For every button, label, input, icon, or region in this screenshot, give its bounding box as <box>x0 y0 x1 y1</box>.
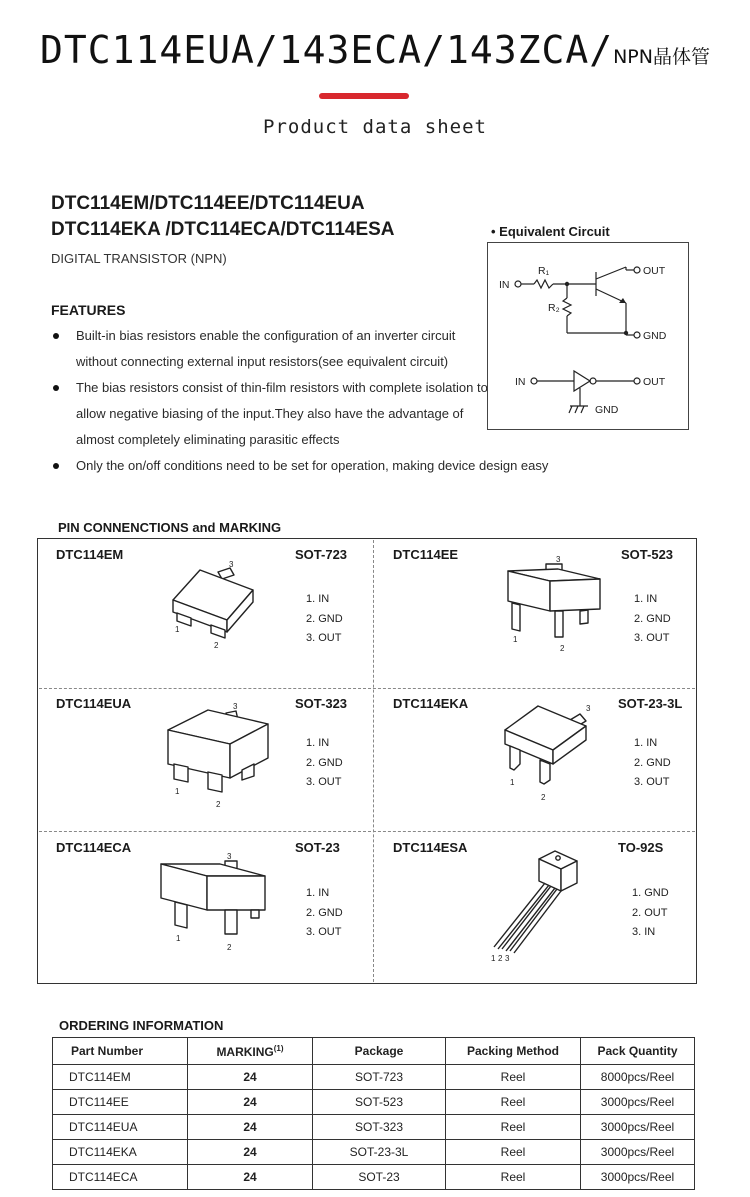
circuit-label-gnd: GND <box>643 330 667 342</box>
pin-cell-pin-list <box>632 884 669 943</box>
equivalent-circuit-diagram <box>488 243 688 429</box>
pin-entry: 3. OUT <box>634 632 670 644</box>
pin-cell-package: TO-92S <box>618 840 664 855</box>
pin-entry: 1. IN <box>306 593 330 605</box>
page-title <box>0 28 750 72</box>
lead-number: 3 <box>586 704 591 713</box>
circuit-label-gnd-2: GND <box>595 404 619 416</box>
pin-cell-pin-list <box>306 884 343 943</box>
lead-number: 2 <box>560 644 565 653</box>
table-row <box>53 1140 695 1165</box>
lead-number: 2 <box>214 641 219 650</box>
cell-part-number: DTC114EUA <box>53 1115 188 1140</box>
cell-pack-quantity: 3000pcs/Reel <box>581 1140 695 1165</box>
feature-item: The bias resistors consist of thin-film resistors with complete isolation to allow negative biasing of the input.They also have the advantage of almost completely eliminating parasitic effects <box>51 375 491 453</box>
ordering-header-row <box>53 1038 695 1065</box>
features-list <box>51 323 549 479</box>
circuit-label-in: IN <box>499 279 510 291</box>
pin-entry: 2. GND <box>306 906 343 919</box>
lead-number: 1 <box>513 635 518 644</box>
cell-pack-quantity: 8000pcs/Reel <box>581 1065 695 1090</box>
lead-number: 3 <box>505 954 510 963</box>
cell-pack-quantity: 3000pcs/Reel <box>581 1090 695 1115</box>
pin-cell-package: SOT-523 <box>621 547 674 562</box>
col-packing-method: Packing Method <box>446 1038 581 1065</box>
circuit-label-out-2: OUT <box>643 376 666 388</box>
pin-cell-pin-list <box>634 590 671 649</box>
cell-marking: 24 <box>188 1165 313 1190</box>
cell-packing-method: Reel <box>446 1165 581 1190</box>
lead-number: 1 <box>491 954 496 963</box>
ordering-heading: ORDERING INFORMATION <box>59 1018 224 1033</box>
doc-heading-line2: DTC114EKA /DTC114ECA/DTC114ESA <box>51 219 395 240</box>
sot523-package-drawing <box>500 553 605 658</box>
cell-package: SOT-523 <box>313 1090 446 1115</box>
col-marking <box>188 1038 313 1065</box>
pin-entry: 2. GND <box>306 612 343 625</box>
equivalent-circuit-title: • Equivalent Circuit <box>491 224 610 239</box>
sot23-3l-package-drawing <box>500 700 605 805</box>
sot723-package-drawing <box>165 558 265 653</box>
pin-entry: 1. IN <box>306 737 330 749</box>
grid-divider-vertical <box>373 540 374 982</box>
circuit-label-out: OUT <box>643 265 666 277</box>
cell-part-number: DTC114EM <box>53 1065 188 1090</box>
pin-entry: 2. GND <box>306 756 343 769</box>
pin-entry: 3. OUT <box>306 926 342 938</box>
pin-cell-package: SOT-323 <box>295 696 348 711</box>
table-row <box>53 1165 695 1190</box>
pin-cell-pin-list <box>634 734 671 793</box>
to92s-package-drawing <box>485 845 585 965</box>
col-part-number: Part Number <box>53 1038 188 1065</box>
pin-cell-package: SOT-723 <box>295 547 348 562</box>
lead-number: 2 <box>541 793 546 802</box>
cell-package: SOT-323 <box>313 1115 446 1140</box>
pin-cell-part-name: DTC114EKA <box>393 696 469 711</box>
pin-entry: 1. IN <box>634 593 658 605</box>
lead-number: 1 <box>175 625 180 634</box>
table-row <box>53 1115 695 1140</box>
marking-footnote: (1) <box>273 1043 284 1053</box>
lead-number: 1 <box>176 934 181 943</box>
cell-marking: 24 <box>188 1115 313 1140</box>
lead-number: 1 <box>510 778 515 787</box>
feature-item: Only the on/off conditions need to be set for operation, making device design easy <box>51 453 491 479</box>
equivalent-circuit-box <box>487 242 689 430</box>
cell-package: SOT-23-3L <box>313 1140 446 1165</box>
lead-number: 2 <box>498 954 503 963</box>
grid-divider-horizontal <box>39 688 695 689</box>
pin-entry: 2. GND <box>634 612 671 625</box>
title-accent-bar <box>319 93 409 99</box>
cell-marking: 24 <box>188 1140 313 1165</box>
cell-part-number: DTC114EE <box>53 1090 188 1115</box>
cell-marking: 24 <box>188 1065 313 1090</box>
pin-cell-part-name: DTC114EE <box>393 547 459 562</box>
pin-entry: 3. OUT <box>306 632 342 644</box>
pin-section-heading: PIN CONNENCTIONS and MARKING <box>58 520 282 535</box>
cell-part-number: DTC114EKA <box>53 1140 188 1165</box>
pin-cell-part-name: DTC114ECA <box>56 840 132 855</box>
doc-description: DIGITAL TRANSISTOR (NPN) <box>51 251 227 266</box>
doc-heading-line1: DTC114EM/DTC114EE/DTC114EUA <box>51 193 365 214</box>
feature-item: Built-in bias resistors enable the configuration of an inverter circuit without connecting external input resistors(see equivalent circuit) <box>51 323 491 375</box>
page-subtitle: Product data sheet <box>263 116 487 138</box>
pin-cell-part-name: DTC114EUA <box>56 696 132 711</box>
page-title-main: DTC114EUA/143ECA/143ZCA/ <box>40 28 614 72</box>
cell-packing-method: Reel <box>446 1090 581 1115</box>
lead-number: 3 <box>556 555 561 564</box>
pin-cell-part-name: DTC114ESA <box>393 840 468 855</box>
table-row <box>53 1065 695 1090</box>
grid-divider-horizontal <box>39 831 695 832</box>
cell-packing-method: Reel <box>446 1065 581 1090</box>
page-title-suffix: NPN晶体管 <box>613 46 710 68</box>
cell-pack-quantity: 3000pcs/Reel <box>581 1165 695 1190</box>
pin-cell-part-name: DTC114EM <box>56 547 124 562</box>
circuit-label-r2: R₂ <box>548 302 560 314</box>
ordering-table <box>52 1037 695 1190</box>
lead-number: 3 <box>227 852 232 861</box>
pin-cell-pin-list <box>306 734 343 793</box>
col-pack-quantity: Pack Quantity <box>581 1038 695 1065</box>
table-row <box>53 1090 695 1115</box>
cell-marking: 24 <box>188 1090 313 1115</box>
lead-number: 3 <box>233 702 238 711</box>
cell-part-number: DTC114ECA <box>53 1165 188 1190</box>
sot23-package-drawing <box>155 848 275 958</box>
pin-entry: 2. OUT <box>632 906 668 919</box>
pin-cell-pin-list <box>306 590 343 649</box>
cell-package: SOT-23 <box>313 1165 446 1190</box>
lead-number: 3 <box>229 560 234 569</box>
pin-entry: 2. GND <box>634 756 671 769</box>
pin-cell-package: SOT-23 <box>295 840 340 855</box>
pin-entry: 1. IN <box>634 737 658 749</box>
features-heading: FEATURES <box>51 302 126 318</box>
col-marking-label: MARKING <box>216 1044 274 1059</box>
cell-pack-quantity: 3000pcs/Reel <box>581 1115 695 1140</box>
pin-entry: 3. OUT <box>634 776 670 788</box>
circuit-label-r1: R₁ <box>538 265 550 277</box>
pin-entry: 1. GND <box>632 887 669 899</box>
pin-entry: 3. OUT <box>306 776 342 788</box>
pin-cell-package: SOT-23-3L <box>618 696 683 711</box>
circuit-label-in-2: IN <box>515 376 526 388</box>
lead-number: 1 <box>175 787 180 796</box>
col-package: Package <box>313 1038 446 1065</box>
cell-package: SOT-723 <box>313 1065 446 1090</box>
pin-entry: 1. IN <box>306 887 330 899</box>
cell-packing-method: Reel <box>446 1115 581 1140</box>
sot323-package-drawing <box>160 700 275 810</box>
cell-packing-method: Reel <box>446 1140 581 1165</box>
lead-number: 2 <box>227 943 232 952</box>
pin-entry: 3. IN <box>632 926 656 938</box>
lead-number: 2 <box>216 800 221 809</box>
